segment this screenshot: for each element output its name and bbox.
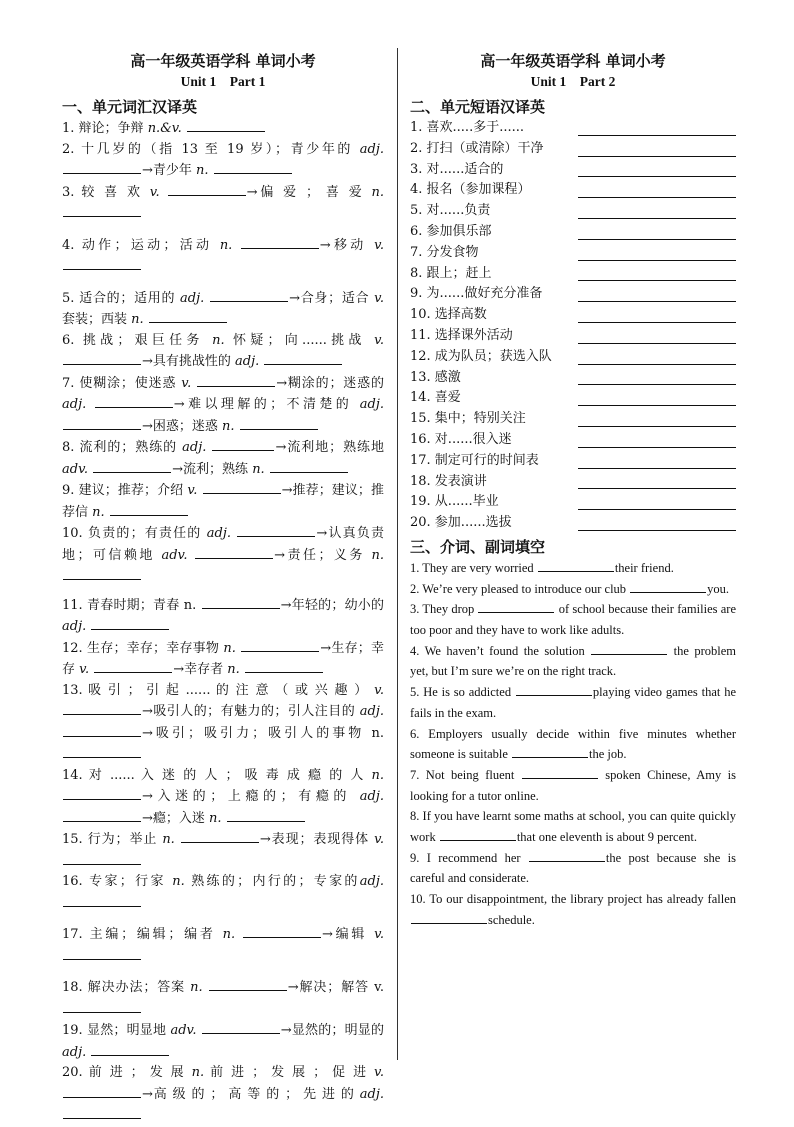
phrase-text: 1. 喜欢.....多于...... (410, 120, 524, 135)
item-number: 13. (62, 682, 83, 698)
item-text: →吸引人的；有魅力的；引人注目的 (142, 704, 360, 719)
item-number: 17. (62, 927, 83, 942)
sentence-text: spoken Chinese, Amy is looking for a tutor online. (410, 767, 736, 803)
answer-blank[interactable] (63, 566, 141, 580)
answer-blank[interactable] (202, 595, 280, 609)
part-of-speech: adv. (161, 547, 188, 563)
item-text: →青少年 (142, 163, 197, 178)
answer-blank[interactable] (91, 1042, 169, 1056)
phrase-text: 10. 选择高数 (410, 307, 487, 323)
item-text: →表现；表现得体 (259, 832, 375, 847)
answer-blank[interactable] (63, 786, 141, 800)
item-text: 对 ...... 入 迷 的 人 ； 吸 毒 成 瘾 的 人 (88, 767, 372, 783)
answer-blank[interactable] (110, 502, 188, 516)
vocab-item-12 (62, 638, 384, 681)
phrase-text: 20. 参加......选拔 (410, 515, 512, 531)
part-of-speech: n. (223, 640, 236, 656)
vocab-item-16 (62, 872, 384, 914)
answer-blank[interactable] (63, 160, 141, 174)
part-of-speech: n. (196, 163, 209, 178)
part-of-speech: adj. (62, 397, 87, 412)
phrase-item-2 (410, 139, 736, 160)
part-of-speech: v. (187, 483, 198, 498)
answer-blank[interactable] (63, 808, 141, 822)
right-title: 高一年级英语学科 单词小考 (480, 52, 666, 70)
item-text: 吸 引 ； 引 起 ...... 的 注 意 （ 或 兴 趣 ） (88, 682, 375, 698)
answer-blank[interactable] (94, 659, 172, 673)
answer-blank[interactable] (578, 343, 736, 344)
answer-blank[interactable] (168, 182, 246, 196)
vocab-item-3 (62, 182, 384, 225)
phrase-item-9 (410, 284, 736, 305)
part-of-speech: n. (371, 725, 384, 741)
answer-blank[interactable] (578, 405, 736, 406)
vocab-item-2 (62, 140, 384, 182)
item-text: 流利的；熟练的 (79, 440, 183, 455)
part-of-speech: v. (374, 1065, 384, 1080)
phrase-item-5 (410, 201, 736, 222)
answer-blank[interactable] (630, 580, 706, 593)
item-text: →认真负责地；可信赖地 (62, 526, 384, 563)
item-number: 7. (62, 375, 75, 391)
sentence-text: the job. (589, 747, 627, 762)
answer-blank[interactable] (241, 235, 319, 249)
answer-blank[interactable] (578, 488, 736, 489)
phrase-text: 12. 成为队员；获选入队 (410, 348, 552, 364)
answer-blank[interactable] (578, 218, 736, 219)
sentence-item-1 (410, 558, 736, 579)
item-number: 6. (62, 332, 75, 348)
answer-blank[interactable] (63, 416, 141, 430)
answer-blank[interactable] (181, 829, 259, 843)
item-text: 主编；编辑；编者 (89, 927, 223, 942)
phrase-text: 7. 分发食物 (410, 244, 479, 260)
part-of-speech: n. (190, 980, 203, 995)
part-of-speech: adj. (180, 290, 205, 306)
part-of-speech: v. (374, 980, 384, 995)
phrase-item-18 (410, 472, 736, 493)
part-of-speech: n. (227, 662, 240, 677)
vocab-item-1 (62, 118, 384, 140)
left-title: 高一年级英语学科 单词小考 (130, 52, 316, 70)
phrase-item-16 (410, 430, 736, 451)
part-of-speech: n. (191, 1065, 205, 1080)
left-column (62, 50, 384, 1127)
section-2-heading: 二、单元短语汉译英 (410, 98, 546, 116)
right-subtitle: Unit 1 Part 2 (530, 74, 616, 89)
part-of-speech: n. (131, 312, 144, 327)
answer-blank[interactable] (63, 851, 141, 865)
sentence-text: 7. Not being fluent (410, 767, 521, 782)
answer-blank[interactable] (63, 256, 141, 270)
part-of-speech: n. (252, 461, 265, 477)
phrase-text: 9. 为......做好充分准备 (410, 286, 543, 302)
sentence-item-4 (410, 641, 736, 682)
phrase-list (410, 118, 736, 534)
section-1-heading: 一、单元词汇汉译英 (62, 98, 198, 116)
item-text: 十几岁的（指 13 至 19 岁）；青少年的 (81, 141, 360, 157)
answer-blank[interactable] (578, 447, 736, 448)
part-of-speech: n. (209, 810, 222, 826)
answer-blank[interactable] (187, 118, 265, 132)
phrase-item-17 (410, 451, 736, 472)
phrase-item-10 (410, 305, 736, 326)
item-text: →幸存者 (173, 662, 228, 677)
phrase-text: 2. 打扫（或清除）干净 (410, 140, 544, 156)
part-of-speech: n. (371, 547, 385, 563)
answer-blank[interactable] (578, 468, 736, 469)
vocab-item-20 (62, 1063, 384, 1127)
part-of-speech: adj. (359, 874, 385, 889)
part-of-speech: n. (371, 184, 384, 200)
sentence-item-3 (410, 599, 736, 640)
sentence-text: 5. He is so addicted (410, 685, 515, 700)
item-text: 使糊涂；使迷惑 (79, 375, 182, 391)
sentence-text: 3. They drop (410, 602, 478, 617)
phrase-item-4 (410, 180, 736, 201)
phrase-text: 19. 从......毕业 (410, 494, 499, 510)
part-of-speech: adj. (359, 789, 384, 804)
phrase-item-6 (410, 222, 736, 243)
item-text: 显然；明显地 (87, 1023, 171, 1038)
vocab-item-5 (62, 288, 384, 331)
item-text: →显然的；明显的 (280, 1023, 384, 1038)
item-number: 20. (62, 1065, 83, 1080)
part-of-speech: v. (374, 290, 384, 306)
part-of-speech: v. (181, 375, 192, 391)
left-subtitle: Unit 1 Part 1 (180, 74, 266, 89)
part-of-speech: n. (92, 504, 105, 520)
part-of-speech: adj. (235, 354, 260, 369)
part-of-speech: adj. (359, 141, 384, 157)
item-number: 8. (62, 440, 75, 455)
answer-blank[interactable] (63, 723, 141, 737)
answer-blank[interactable] (197, 373, 275, 387)
column-divider (397, 48, 398, 1060)
item-text: 行为；举止 (87, 832, 163, 847)
item-text: →责任；义务 (274, 547, 372, 563)
item-number: 16. (62, 874, 83, 889)
sentence-text: 9. I recommend her (410, 850, 528, 865)
answer-blank[interactable] (478, 600, 554, 613)
answer-blank[interactable] (63, 701, 141, 715)
item-text: 辩论；争辩 (78, 121, 148, 136)
part-of-speech: v. (374, 332, 384, 348)
phrase-item-3 (410, 160, 736, 181)
item-text: 生存；幸存；幸存事物 (87, 640, 224, 656)
answer-blank[interactable] (578, 301, 736, 302)
answer-blank[interactable] (210, 288, 288, 302)
sentence-item-2 (410, 579, 736, 600)
vocab-item-8 (62, 437, 384, 480)
answer-blank[interactable] (203, 480, 281, 494)
answer-blank[interactable] (512, 745, 588, 758)
vocab-item-15 (62, 829, 384, 872)
item-text: →高 级 的 ； 高 等 的 ； 先 进 的 (142, 1086, 360, 1102)
item-number: 1. (62, 121, 75, 136)
answer-blank[interactable] (202, 1020, 280, 1034)
item-text: →偏 爱 ； 喜 爱 (246, 184, 372, 200)
item-text: 负责的；有责任的 (88, 526, 207, 541)
answer-blank[interactable] (270, 459, 348, 473)
item-number: 12. (62, 640, 83, 656)
answer-blank[interactable] (240, 416, 318, 430)
answer-blank[interactable] (522, 766, 598, 779)
answer-blank[interactable] (578, 509, 736, 510)
sentence-text: the problem yet, but I’m sure we’re on the right track. (410, 643, 736, 679)
phrase-text: 6. 参加俱乐部 (410, 223, 492, 239)
vocab-item-14 (62, 766, 384, 830)
answer-blank[interactable] (578, 364, 736, 365)
part-of-speech: n. (222, 418, 235, 434)
item-text: →流利地；熟练地 (275, 440, 384, 455)
item-text: →生存；幸存 (62, 640, 384, 677)
item-text: 解决办法；答案 (87, 980, 191, 995)
item-text: →具有挑战性的 (142, 354, 236, 369)
answer-blank[interactable] (538, 559, 614, 572)
item-text: →吸引；吸引力；吸引人的事物 (142, 725, 372, 741)
phrase-text: 8. 跟上；赶上 (410, 265, 492, 281)
phrase-item-14 (410, 388, 736, 409)
answer-blank[interactable] (214, 160, 292, 174)
sentence-item-8 (410, 806, 736, 847)
answer-blank[interactable] (63, 203, 141, 217)
item-number: 14. (62, 767, 83, 783)
item-number: 11. (62, 597, 83, 613)
part-of-speech: v. (374, 682, 384, 698)
phrase-item-11 (410, 326, 736, 347)
answer-blank[interactable] (578, 156, 736, 157)
answer-blank[interactable] (245, 659, 323, 673)
part-of-speech: adv. (62, 461, 89, 477)
answer-blank[interactable] (63, 1084, 141, 1098)
part-of-speech: v. (149, 184, 160, 200)
part-of-speech: adj. (359, 1086, 384, 1102)
answer-blank[interactable] (578, 239, 736, 240)
answer-blank[interactable] (516, 683, 592, 696)
answer-blank[interactable] (195, 545, 273, 559)
part-of-speech: adj. (62, 619, 87, 634)
item-text: →瘾；入迷 (142, 810, 210, 826)
item-text: →推荐；建议；推荐信 (62, 483, 384, 520)
sentence-text: 10. To our disappointment, the library project has already fallen (410, 892, 736, 907)
answer-blank[interactable] (209, 977, 287, 991)
answer-blank[interactable] (578, 176, 736, 177)
sentence-text: 4. We haven’t found the solution (410, 643, 591, 658)
vocab-item-11 (62, 595, 384, 638)
part-of-speech: n.&v. (147, 121, 182, 136)
item-number: 15. (62, 832, 83, 847)
answer-blank[interactable] (440, 828, 516, 841)
vocab-item-7 (62, 373, 384, 438)
answer-blank[interactable] (578, 384, 736, 385)
part-of-speech: n. (219, 237, 233, 253)
answer-blank[interactable] (237, 523, 315, 537)
phrase-text: 5. 对......负责 (410, 203, 491, 219)
sentence-text: 1. They are very worried (410, 560, 537, 575)
item-text: 前 进 ； 发 展 ； 促 进 (204, 1065, 375, 1080)
answer-blank[interactable] (149, 309, 227, 323)
part-of-speech: v. (374, 832, 384, 847)
vocab-list (62, 118, 384, 1127)
sentence-text: that one eleventh is about 9 percent. (516, 830, 697, 845)
answer-blank[interactable] (63, 946, 141, 960)
sentence-text: 8. If you have learnt some maths at school, you can quite quickly work (410, 809, 736, 845)
phrase-text: 14. 喜爱 (410, 390, 461, 406)
part-of-speech: adj. (206, 526, 232, 541)
phrase-item-8 (410, 264, 736, 285)
phrase-text: 18. 发表演讲 (410, 473, 487, 489)
sentence-text: 6. Employers usually decide within five minutes whether someone is suitable (410, 726, 736, 762)
item-text: →年轻的；幼小的 (280, 597, 384, 613)
item-text: →解决；解答 (287, 980, 375, 995)
sentence-text: 2. We’re very pleased to introduce our club (410, 581, 630, 596)
phrase-text: 15. 集中；特别关注 (410, 411, 526, 427)
item-text: →移动 (319, 237, 375, 253)
answer-blank[interactable] (578, 197, 736, 198)
part-of-speech: n. (222, 927, 236, 942)
item-number: 3. (62, 184, 75, 200)
phrase-text: 13. 感激 (410, 369, 461, 385)
item-number: 19. (62, 1023, 83, 1038)
item-number: 18. (62, 980, 83, 995)
item-text: →流利；熟练 (172, 461, 253, 477)
answer-blank[interactable] (63, 744, 141, 758)
answer-blank[interactable] (578, 530, 736, 531)
sentence-text: you. (707, 581, 730, 596)
phrase-text: 16. 对......很入迷 (410, 431, 512, 447)
part-of-speech: n. (212, 332, 225, 348)
answer-blank[interactable] (241, 638, 319, 652)
item-text: →编辑 (322, 927, 375, 942)
answer-blank[interactable] (529, 849, 605, 862)
item-text: →合身；适合 (289, 290, 375, 306)
vocab-item-10 (62, 523, 384, 588)
answer-blank[interactable] (578, 280, 736, 281)
answer-blank[interactable] (212, 437, 274, 451)
answer-blank[interactable] (63, 1105, 141, 1119)
item-text: →入迷的；上瘾的；有瘾的 (142, 789, 360, 804)
item-text: 动作；运动；活动 (81, 237, 220, 253)
part-of-speech: n. (162, 832, 175, 847)
answer-blank[interactable] (63, 893, 141, 907)
answer-blank[interactable] (91, 616, 169, 630)
sentence-text: playing video games that he fails in the exam. (410, 685, 736, 720)
sentence-item-7 (410, 765, 736, 806)
answer-blank[interactable] (578, 135, 736, 136)
part-of-speech: adv. (170, 1023, 197, 1038)
item-text: →难以理解的；不清楚的 (173, 397, 360, 412)
answer-blank[interactable] (63, 999, 141, 1013)
vocab-item-19 (62, 1020, 384, 1063)
answer-blank[interactable] (95, 394, 173, 408)
answer-blank[interactable] (264, 351, 342, 365)
sentence-text: of school because their families are too poor and they have to work like adults. (410, 602, 736, 638)
item-number: 9. (62, 483, 75, 498)
phrase-item-13 (410, 368, 736, 389)
part-of-speech: adj. (62, 1044, 87, 1060)
vocab-item-9 (62, 480, 384, 523)
part-of-speech: adj. (359, 397, 384, 412)
vocab-item-6 (62, 331, 384, 373)
vocab-item-4 (62, 235, 384, 278)
item-number: 4. (62, 237, 75, 253)
item-text: 适合的；适用的 (79, 290, 181, 306)
part-of-speech: n. (183, 597, 197, 613)
sentence-text: the post because she is careful and considerate. (410, 850, 736, 886)
section-3-heading: 三、介词、副词填空 (410, 537, 546, 556)
answer-blank[interactable] (63, 351, 141, 365)
item-text: 专家；行家 (89, 874, 173, 889)
part-of-speech: v. (374, 927, 385, 942)
item-text: →困惑；迷惑 (142, 418, 223, 434)
answer-blank[interactable] (411, 911, 487, 924)
phrase-item-12 (410, 347, 736, 368)
part-of-speech: adj. (359, 704, 384, 719)
part-of-speech: v. (79, 662, 90, 677)
item-text: 较 喜 欢 (81, 184, 150, 200)
answer-blank[interactable] (591, 642, 667, 655)
phrase-text: 3. 对......适合的 (410, 161, 504, 177)
part-of-speech: adj. (182, 440, 207, 455)
phrase-text: 11. 选择课外活动 (410, 327, 513, 343)
part-of-speech: n. (371, 767, 384, 783)
item-text: 建议；推荐；介绍 (78, 483, 188, 498)
phrase-text: 4. 报名（参加课程） (410, 182, 531, 198)
item-number: 10. (62, 526, 83, 541)
vocab-item-17 (62, 924, 384, 967)
item-number: 5. (62, 290, 75, 306)
phrase-item-7 (410, 243, 736, 264)
right-column (410, 50, 736, 931)
item-text: 青春时期；青春 (87, 597, 184, 613)
phrase-item-15 (410, 409, 736, 430)
part-of-speech: v. (374, 237, 384, 253)
phrase-item-20 (410, 513, 736, 534)
item-text: →糊涂的；迷惑的 (276, 375, 384, 391)
sentence-text: schedule. (488, 912, 535, 927)
phrase-item-1 (410, 118, 736, 139)
answer-blank[interactable] (578, 260, 736, 261)
answer-blank[interactable] (227, 808, 305, 822)
part-of-speech: n. (172, 874, 185, 889)
sentence-list (410, 558, 736, 931)
vocab-item-13 (62, 681, 384, 766)
item-text: 前 进 ； 发 展 (88, 1065, 192, 1080)
item-text: 怀疑；向......挑战 (224, 332, 375, 348)
item-text: 挑战；艰巨任务 (82, 332, 213, 348)
item-text: 套装；西装 (62, 312, 132, 327)
phrase-text: 17. 制定可行的时间表 (410, 452, 539, 468)
item-number: 2. (62, 141, 75, 157)
sentence-text: their friend. (614, 560, 674, 575)
answer-blank[interactable] (578, 426, 736, 427)
answer-blank[interactable] (93, 459, 171, 473)
answer-blank[interactable] (578, 322, 736, 323)
vocab-item-18 (62, 977, 384, 1020)
sentence-item-6 (410, 724, 736, 765)
sentence-item-5 (410, 682, 736, 723)
sentence-item-9 (410, 848, 736, 889)
phrase-item-19 (410, 492, 736, 513)
sentence-item-10 (410, 889, 736, 930)
answer-blank[interactable] (243, 924, 321, 938)
item-text: 熟练的；内行的；专家的 (184, 874, 360, 889)
